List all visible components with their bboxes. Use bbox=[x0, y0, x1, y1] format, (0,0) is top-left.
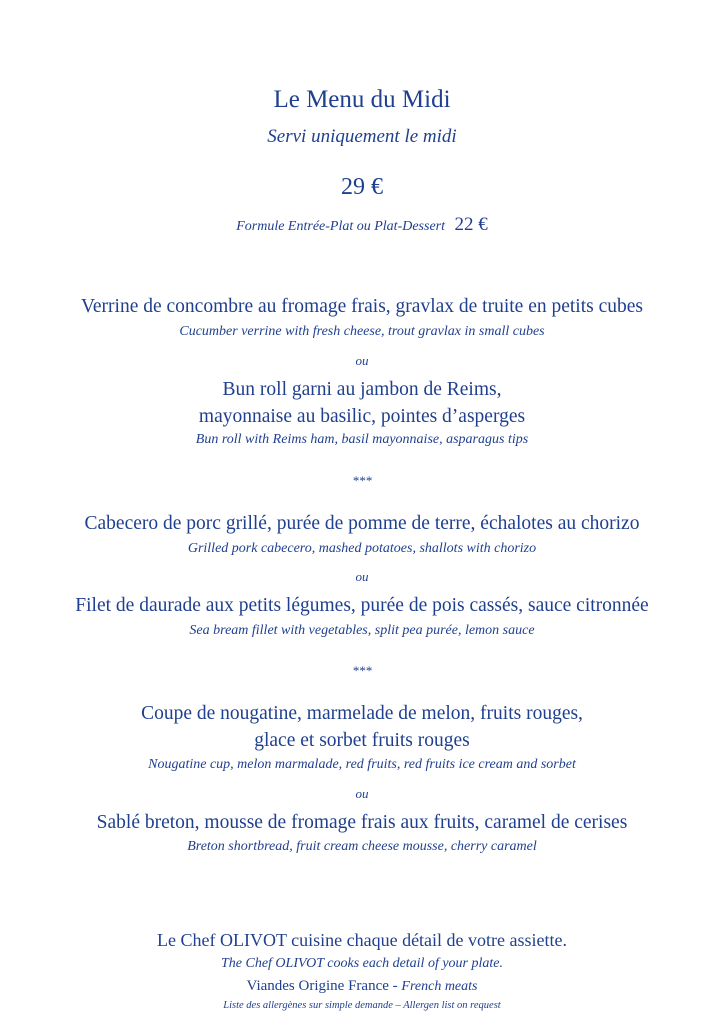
meat-origin bbox=[0, 978, 724, 995]
main-or: ou bbox=[355, 569, 369, 584]
dessert-2-en: Breton shortbread, fruit cream cheese mousse, cherry caramel bbox=[187, 839, 537, 854]
starter-2-en: Bun roll with Reims ham, basil mayonnaise, asparagus tips bbox=[195, 432, 529, 447]
chef-statement-en: The Chef OLIVOT cooks each detail of your plate. bbox=[220, 956, 503, 971]
course-separator-2: *** bbox=[352, 663, 372, 678]
formula-label: Formule Entrée-Plat ou Plat-Dessert bbox=[236, 219, 446, 234]
menu-price: 29 € bbox=[341, 174, 383, 200]
main-2-en: Sea bream fillet with vegetables, split pea purée, lemon sauce bbox=[189, 623, 535, 638]
formula-line bbox=[0, 214, 724, 236]
main-2-fr: Filet de daurade aux petits légumes, purée de pois cassés, sauce citronnée bbox=[75, 595, 649, 616]
chef-statement-fr: Le Chef OLIVOT cuisine chaque détail de votre assiette. bbox=[156, 930, 568, 950]
starter-1-en: Cucumber verrine with fresh cheese, trout gravlax in small cubes bbox=[179, 324, 545, 339]
starter-or: ou bbox=[355, 353, 369, 368]
main-1-fr: Cabecero de porc grillé, purée de pomme de terre, échalotes au chorizo bbox=[84, 513, 640, 534]
dessert-1-fr-line2: glace et sorbet fruits rouges bbox=[254, 730, 470, 751]
allergen-notice: Liste des allergènes sur simple demande – Allergen list on request bbox=[223, 1000, 501, 1011]
meat-origin-fr: Viandes Origine France bbox=[246, 978, 389, 994]
starter-2-fr-line1: Bun roll garni au jambon de Reims, bbox=[222, 379, 502, 400]
meat-origin-separator: - bbox=[392, 978, 398, 994]
course-separator-1: *** bbox=[352, 473, 372, 488]
menu-title: Le Menu du Midi bbox=[273, 86, 451, 113]
meat-origin-en: French meats bbox=[401, 979, 478, 994]
main-1-en: Grilled pork cabecero, mashed potatoes, shallots with chorizo bbox=[187, 541, 537, 556]
dessert-or: ou bbox=[355, 786, 369, 801]
menu-subtitle: Servi uniquement le midi bbox=[267, 126, 457, 147]
dessert-1-en: Nougatine cup, melon marmalade, red fruits, red fruits ice cream and sorbet bbox=[148, 757, 576, 772]
dessert-1-fr-line1: Coupe de nougatine, marmelade de melon, fruits rouges, bbox=[141, 703, 583, 724]
formula-price: 22 € bbox=[454, 214, 488, 235]
starter-2-fr-line2: mayonnaise au basilic, pointes d’asperges bbox=[198, 406, 526, 427]
starter-1-fr: Verrine de concombre au fromage frais, gravlax de truite en petits cubes bbox=[80, 296, 643, 317]
dessert-2-fr: Sablé breton, mousse de fromage frais aux fruits, caramel de cerises bbox=[96, 812, 628, 833]
